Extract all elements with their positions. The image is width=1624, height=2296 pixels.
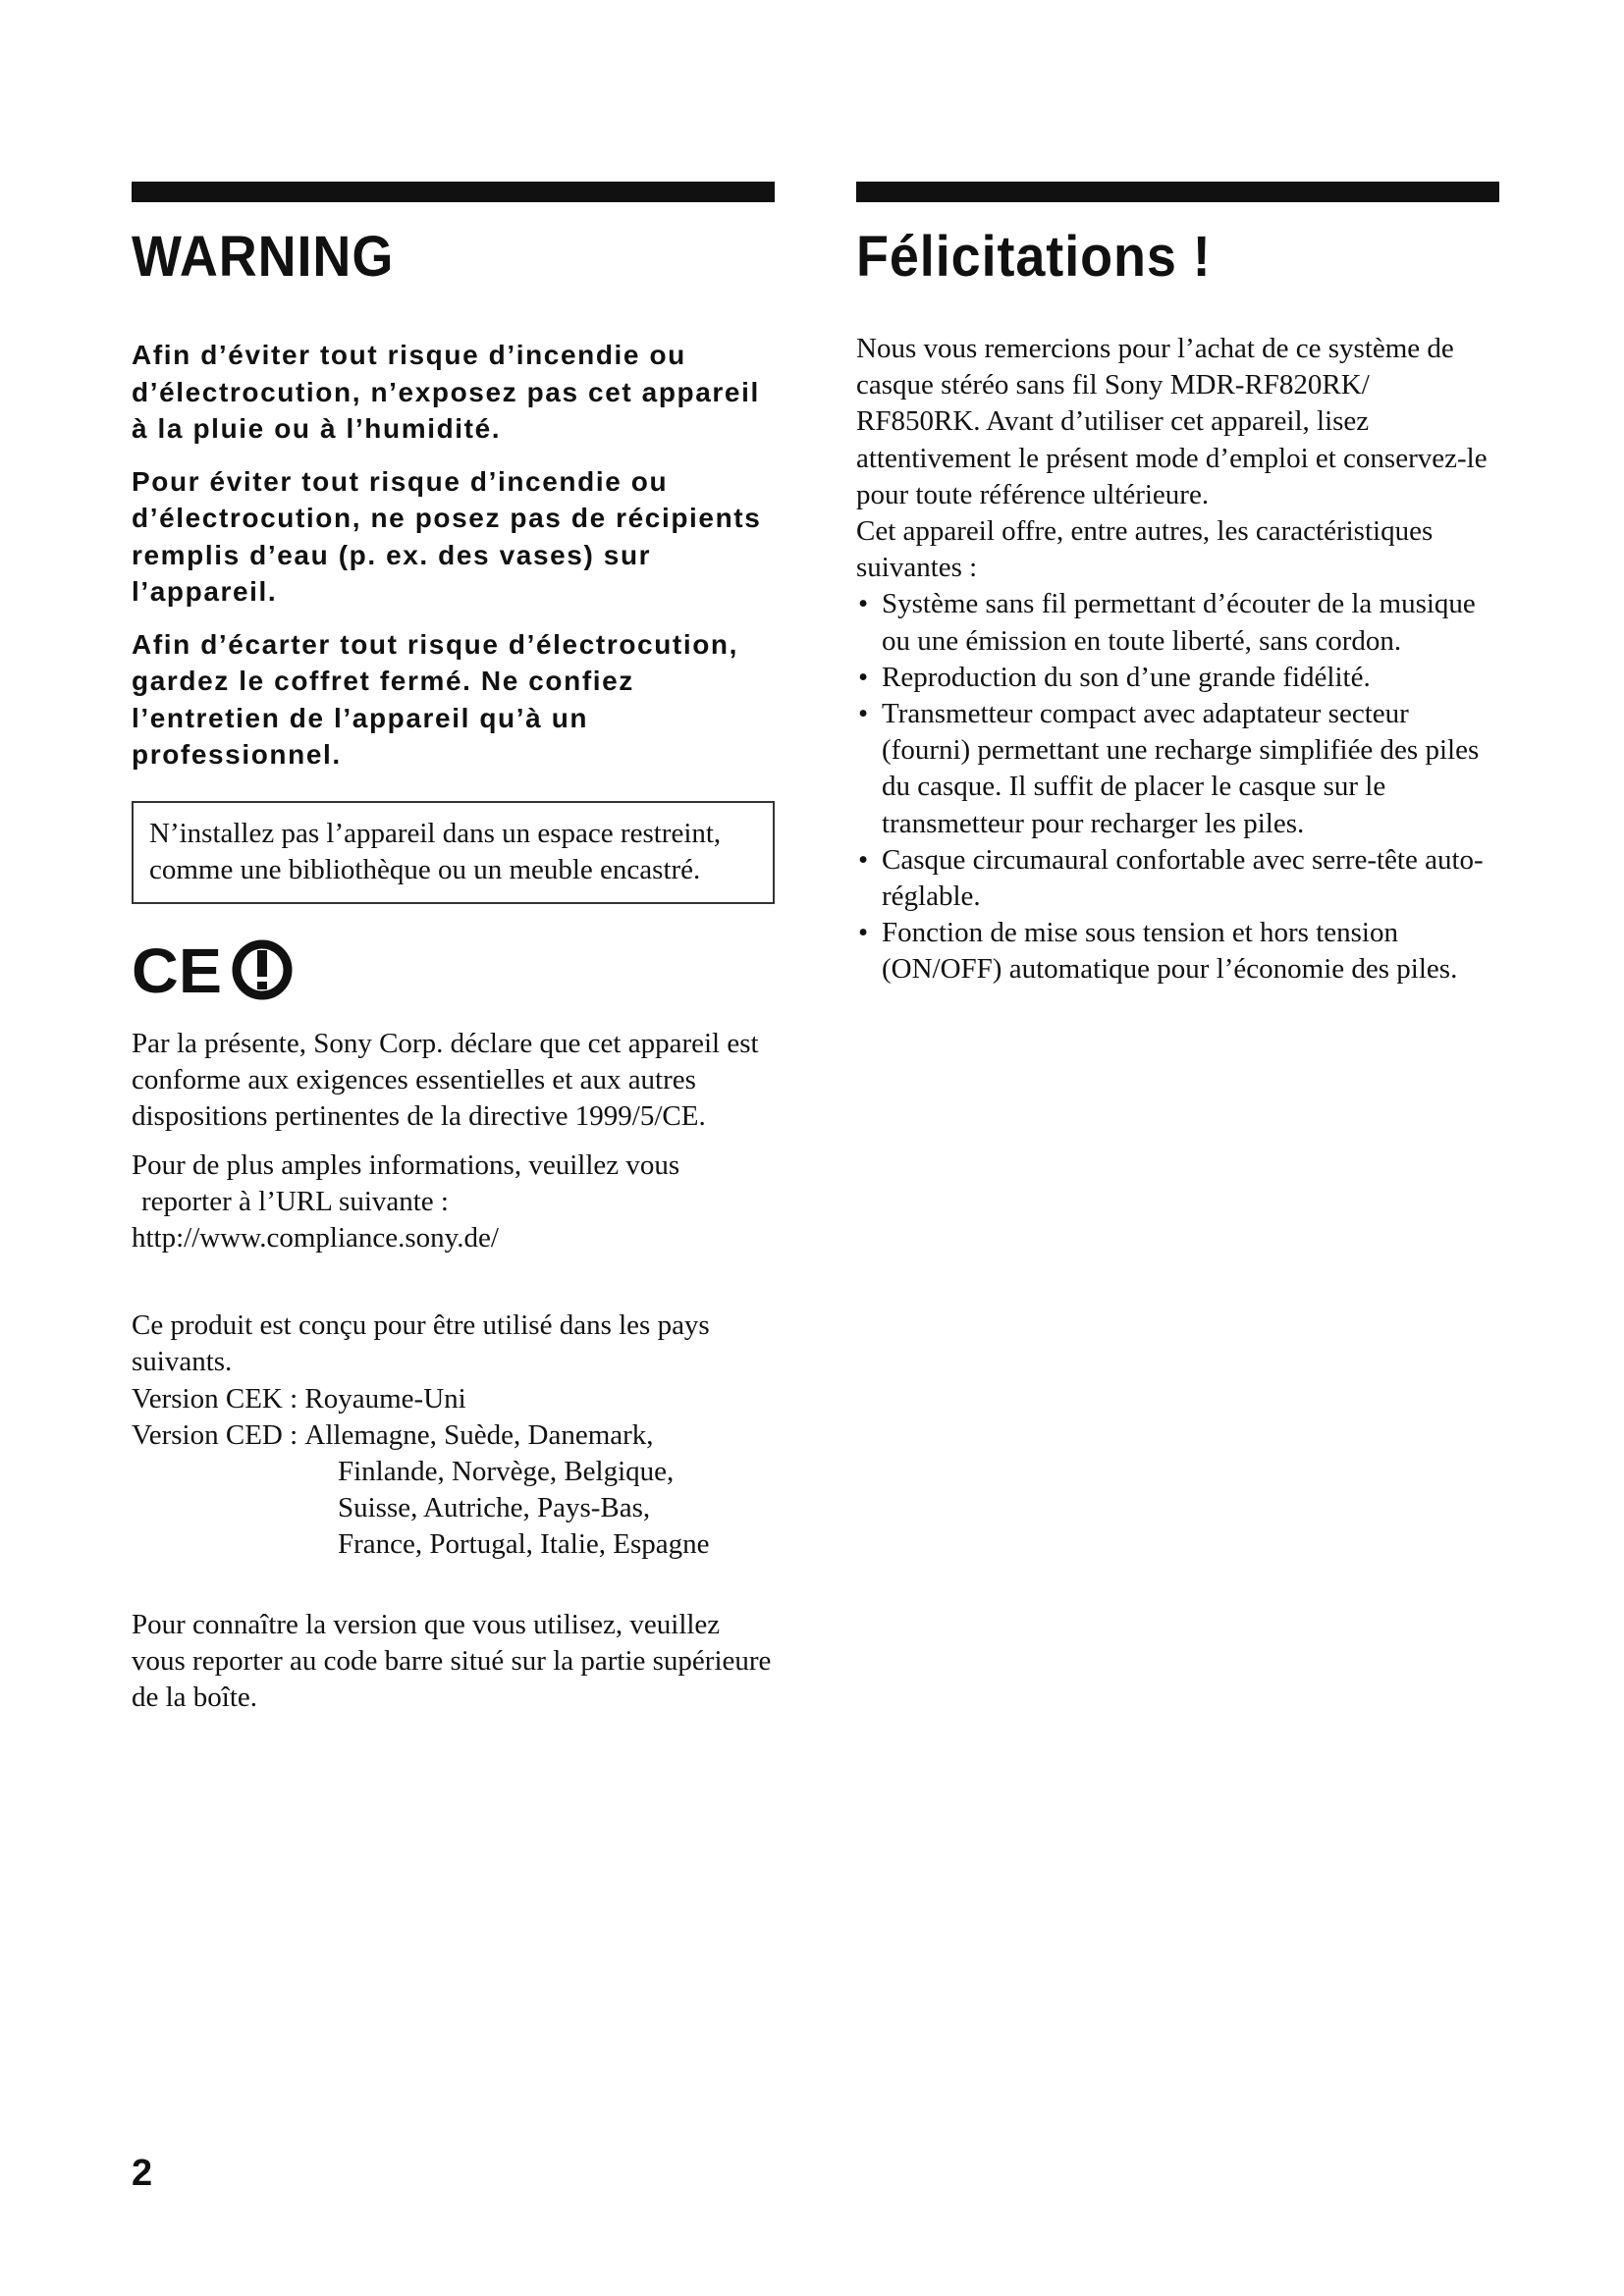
- list-item: • Casque circumaural confortable avec serre-tête auto-réglable.: [856, 842, 1499, 915]
- product-intro: Ce produit est conçu pour être utilisé dans les pays suivants.: [132, 1309, 710, 1378]
- version-ced-label: Version CED :: [132, 1418, 298, 1451]
- compliance-info-line-2: reporter à l’URL suivante :: [141, 1185, 449, 1217]
- section-rule: [856, 182, 1499, 202]
- list-item: • Fonction de mise sous tension et hors tension (ON/OFF) automatique pour l’économie des piles.: [856, 915, 1499, 988]
- version-ced-country-line: France, Portugal, Italie, Espagne: [338, 1528, 710, 1561]
- version-ced-country-line: Suisse, Autriche, Pays-Bas,: [338, 1492, 651, 1524]
- list-item: • Système sans fil permettant d’écouter de la musique ou une émission en toute liberté, sans cordon.: [856, 586, 1499, 659]
- list-item: • Reproduction du son d’une grande fidélité.: [856, 660, 1499, 696]
- ce-mark-text: CE: [132, 936, 222, 1002]
- compliance-url: http://www.compliance.sony.de/: [132, 1221, 499, 1254]
- version-ced-first-line: [132, 1417, 775, 1454]
- compliance-info: [132, 1148, 775, 1257]
- ce-alert-mark-icon: [132, 937, 298, 1002]
- version-ced-country-line: Finlande, Norvège, Belgique,: [338, 1455, 675, 1487]
- felicitations-column: [856, 182, 1499, 988]
- version-note: Pour connaître la version que vous utilisez, veuillez vous reporter au code barre situé sur la partie supérieure de la boîte.: [132, 1608, 772, 1713]
- felicitations-intro: Nous vous remercions pour l’achat de ce système de casque stéréo sans fil Sony MDR-RF820RK/ RF850RK. Avant d’utiliser cet appareil, lisez attentivement le présent mode d’emploi et conservez-le pour toute référence ultérieure.: [856, 333, 1488, 510]
- warning-paragraph-1: Afin d’éviter tout risque d’incendie ou d’électrocution, n’exposez pas cet appareil à la pluie ou à l’humidité.: [132, 340, 760, 444]
- feature-list: [856, 586, 1499, 988]
- compliance-info-line-1: Pour de plus amples informations, veuillez vous: [132, 1148, 680, 1181]
- warning-paragraph-3: Afin d’écarter tout risque d’électrocution, gardez le coffret fermé. Ne confiez l’entretien de l’appareil qu’à un professionnel.: [132, 628, 738, 770]
- alert-bar: [257, 950, 267, 977]
- version-ced-country-line: Allemagne, Suède, Danemark,: [304, 1418, 654, 1451]
- ce-mark-graphic: [132, 937, 298, 1002]
- installation-notice-box: [132, 801, 775, 904]
- felicitations-heading: Félicitations !: [856, 225, 1212, 289]
- page-number: 2: [132, 2153, 153, 2194]
- declaration-text: Par la présente, Sony Corp. déclare que cet appareil est conforme aux exigences essentielles et aux autres dispositions pertinentes de la directive 1999/5/CE.: [132, 1027, 759, 1133]
- warning-heading: WARNING: [132, 225, 395, 289]
- section-rule: [132, 182, 775, 202]
- version-cek: Version CEK : Royaume-Uni: [132, 1382, 466, 1415]
- alert-dot: [257, 982, 267, 989]
- installation-notice-text: N’installez pas l’appareil dans un espace restreint, comme une bibliothèque ou un meuble encastré.: [149, 817, 722, 885]
- version-ced: [132, 1417, 775, 1564]
- features-intro: Cet appareil offre, entre autres, les caractéristiques suivantes :: [856, 515, 1434, 584]
- warning-paragraph-2: Pour éviter tout risque d’incendie ou d’électrocution, ne posez pas de récipients remplis d’eau (p. ex. des vases) sur l’appareil.: [132, 465, 762, 607]
- warning-column: [132, 182, 775, 1716]
- list-item: • Transmetteur compact avec adaptateur secteur (fourni) permettant une recharge simplifiée des piles du casque. Il suffit de placer le casque sur le transmetteur pour recharger les piles.: [856, 696, 1499, 842]
